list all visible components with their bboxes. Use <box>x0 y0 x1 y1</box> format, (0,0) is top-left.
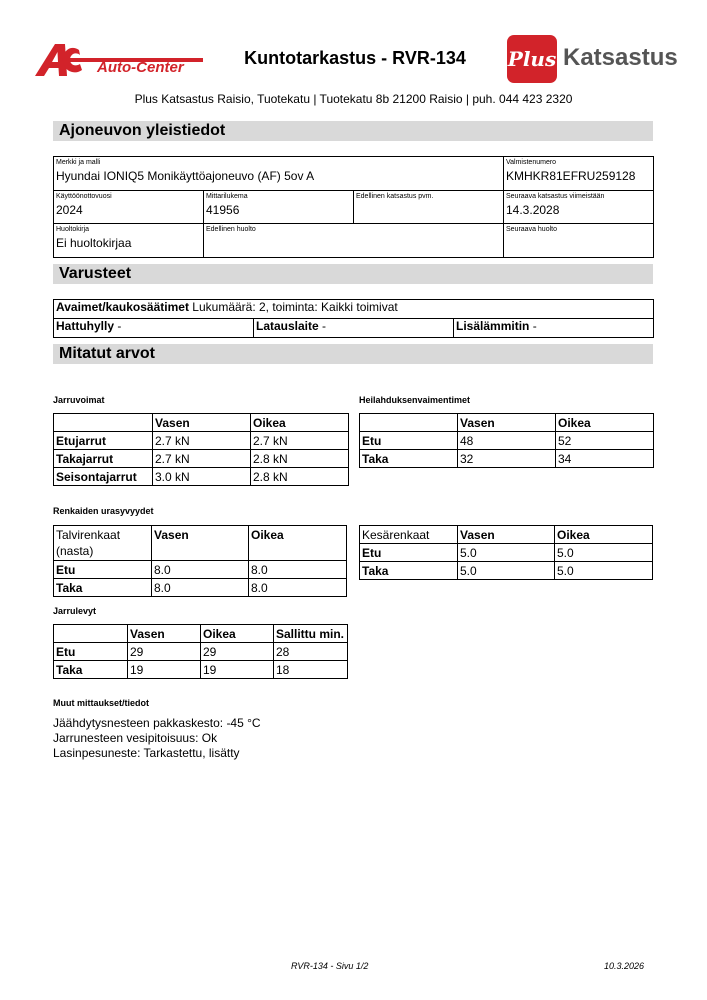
service-book-value: Ei huoltokirjaa <box>56 236 132 250</box>
brakes-col-right: Oikea <box>251 414 349 432</box>
auto-center-logo <box>33 42 205 78</box>
brakes-row-left: 2.7 kN <box>153 432 251 450</box>
prev-inspection-cell <box>354 191 504 224</box>
auto-center-logo-text: Auto-Center <box>97 59 184 76</box>
shocks-row-label: Etu <box>360 432 458 450</box>
shocks-title: Heilahduksenvaimentimet <box>359 395 471 405</box>
discs-row-right: 19 <box>201 661 274 679</box>
brakes-row-right: 2.8 kN <box>251 450 349 468</box>
document-title: Kuntotarkastus - RVR-134 <box>244 48 466 68</box>
prev-inspection-label: Edellinen katsastus pvm. <box>356 193 434 200</box>
make-model-label: Merkki ja malli <box>56 159 101 166</box>
discs-row-min: 18 <box>274 661 348 679</box>
discs-table <box>53 624 348 679</box>
winter-row-label: Etu <box>54 561 152 579</box>
discs-col-right: Oikea <box>201 625 274 643</box>
discs-row-right: 29 <box>201 643 274 661</box>
vin-spacer <box>354 157 654 191</box>
service-book-label: Huoltokirja <box>56 226 90 233</box>
katsastus-logo-text: Katsastus <box>563 44 678 71</box>
next-inspection-value: 14.3.2028 <box>506 203 560 217</box>
shelf-cell <box>54 319 254 338</box>
summer-row-right: 5.0 <box>555 544 653 562</box>
brakes-row-right: 2.8 kN <box>251 468 349 486</box>
summer-row-right: 5.0 <box>555 562 653 580</box>
shocks-row-label: Taka <box>360 450 458 468</box>
footer-date: 10.3.2026 <box>604 961 645 971</box>
heater-cell <box>454 319 654 338</box>
brakes-row-right: 2.7 kN <box>251 432 349 450</box>
shocks-row-left: 32 <box>458 450 556 468</box>
service-book-cell <box>54 224 204 258</box>
odometer-value: 41956 <box>206 203 240 217</box>
charger-label: Latauslaite <box>256 319 319 333</box>
brakes-col-left: Vasen <box>153 414 251 432</box>
section-header-measured: Mitatut arvot <box>53 344 653 364</box>
summer-col-right: Oikea <box>555 526 653 544</box>
winter-col-right: Oikea <box>249 526 347 561</box>
shocks-col-right: Oikea <box>556 414 654 432</box>
discs-row-label: Etu <box>54 643 128 661</box>
equipment-table <box>53 299 654 338</box>
discs-title: Jarrulevyt <box>53 606 97 616</box>
shelf-label: Hattuhylly <box>56 319 115 333</box>
year-value: 2024 <box>56 203 83 217</box>
heater-label: Lisälämmitin <box>456 319 530 333</box>
summer-tires-type: Kesärenkaat <box>360 526 458 544</box>
winter-row-right: 8.0 <box>249 579 347 597</box>
brakes-row-left: 2.7 kN <box>153 450 251 468</box>
shelf-value: - <box>117 319 122 333</box>
summer-row-left: 5.0 <box>458 562 555 580</box>
prev-service-cell <box>204 224 504 258</box>
discs-row-label: Taka <box>54 661 128 679</box>
summer-col-left: Vasen <box>458 526 555 544</box>
other-line: Jarrunesteen vesipitoisuus: Ok <box>53 731 218 745</box>
discs-row-left: 19 <box>128 661 201 679</box>
tread-title: Renkaiden urasyvyydet <box>53 506 154 516</box>
section-header-general: Ajoneuvon yleistiedot <box>53 121 653 141</box>
plus-katsastus-logo <box>507 35 678 83</box>
charger-cell <box>254 319 454 338</box>
discs-row-left: 29 <box>128 643 201 661</box>
brakes-table <box>53 413 349 486</box>
shocks-table <box>359 413 654 468</box>
brakes-row-label: Takajarrut <box>54 450 153 468</box>
other-line: Lasinpesuneste: Tarkastettu, lisätty <box>53 746 240 760</box>
winter-row-left: 8.0 <box>152 579 249 597</box>
winter-row-label: Taka <box>54 579 152 597</box>
brakes-corner <box>54 414 153 432</box>
brakes-row-label: Seisontajarrut <box>54 468 153 486</box>
section-header-equipment: Varusteet <box>53 264 653 284</box>
winter-tires-table <box>53 525 347 597</box>
summer-row-label: Etu <box>360 544 458 562</box>
discs-corner <box>54 625 128 643</box>
prev-service-label: Edellinen huolto <box>206 226 256 233</box>
next-service-label: Seuraava huolto <box>506 226 557 233</box>
year-cell <box>54 191 204 224</box>
odometer-label: Mittarilukema <box>206 193 248 200</box>
footer-page: RVR-134 - Sivu 1/2 <box>291 961 369 971</box>
winter-col-left: Vasen <box>152 526 249 561</box>
next-inspection-cell <box>504 191 654 224</box>
winter-row-left: 8.0 <box>152 561 249 579</box>
discs-col-min: Sallittu min. <box>274 625 348 643</box>
brakes-row-label: Etujarrut <box>54 432 153 450</box>
summer-tires-table <box>359 525 653 580</box>
summer-row-label: Taka <box>360 562 458 580</box>
vin-value: KMHKR81EFRU259128 <box>506 169 636 183</box>
auto-center-logo-mark <box>33 42 205 78</box>
discs-row-min: 28 <box>274 643 348 661</box>
year-label: Käyttöönottovuosi <box>56 193 112 200</box>
other-title: Muut mittaukset/tiedot <box>53 698 149 708</box>
winter-row-right: 8.0 <box>249 561 347 579</box>
shocks-row-left: 48 <box>458 432 556 450</box>
shocks-row-right: 52 <box>556 432 654 450</box>
winter-tires-type: Talvirenkaat (nasta) <box>54 526 152 561</box>
heater-value: - <box>532 319 537 333</box>
shocks-row-right: 34 <box>556 450 654 468</box>
brakes-row-left: 3.0 kN <box>153 468 251 486</box>
shocks-corner <box>360 414 458 432</box>
make-model-spacer <box>54 157 354 191</box>
next-inspection-label: Seuraava katsastus viimeistään <box>506 193 605 200</box>
discs-col-left: Vasen <box>128 625 201 643</box>
keys-row <box>54 300 654 319</box>
charger-value: - <box>322 319 327 333</box>
next-service-cell <box>504 224 654 258</box>
summer-row-left: 5.0 <box>458 544 555 562</box>
shocks-col-left: Vasen <box>458 414 556 432</box>
contact-info: Plus Katsastus Raisio, Tuotekatu | Tuotekatu 8b 21200 Raisio | puh. 044 423 2320 <box>134 92 573 106</box>
general-info-grid-rows <box>53 156 654 258</box>
plus-badge: Plus <box>507 35 557 83</box>
other-line: Jäähdytysnesteen pakkaskesto: -45 °C <box>53 716 261 730</box>
keys-value: Lukumäärä: 2, toiminta: Kaikki toimivat <box>192 300 398 314</box>
keys-label: Avaimet/kaukosäätimet <box>56 300 189 314</box>
make-model-value: Hyundai IONIQ5 Monikäyttöajoneuvo (AF) 5ov A <box>56 169 315 183</box>
vin-label: Valmistenumero <box>506 159 557 166</box>
odometer-cell <box>204 191 354 224</box>
brakes-title: Jarruvoimat <box>53 395 105 405</box>
